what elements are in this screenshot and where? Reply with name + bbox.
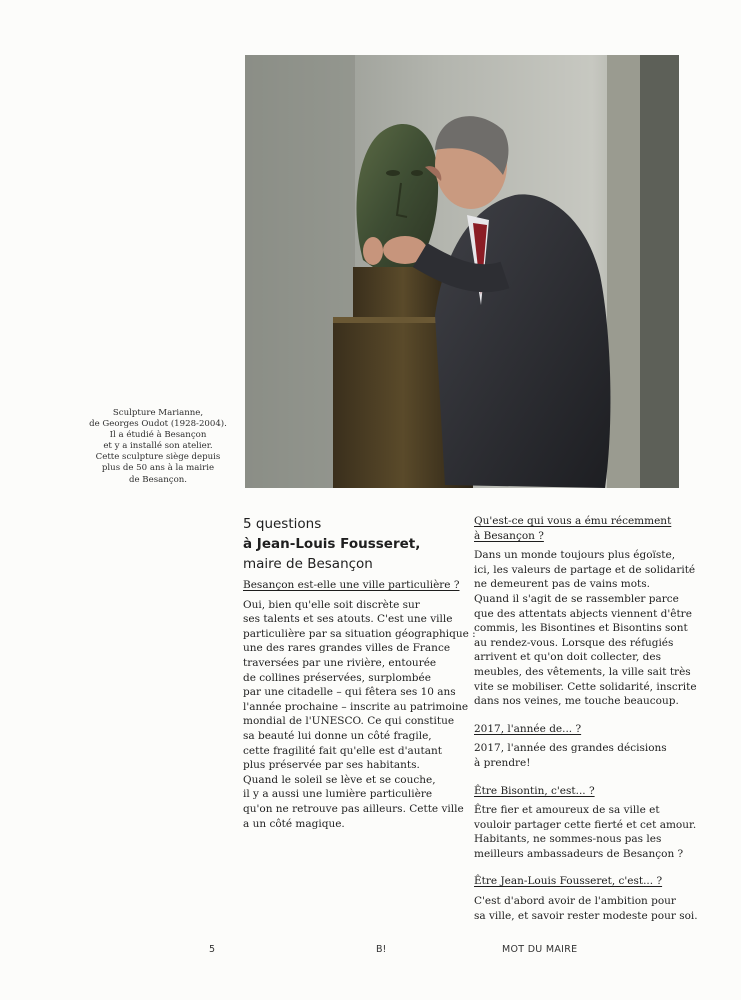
mayor-sculpture-photo <box>245 55 679 488</box>
caption-line: de Besançon. <box>128 474 188 485</box>
answer-line: une des rares grandes villes de France <box>243 642 451 655</box>
answer-line: C'est d'abord avoir de l'ambition pour <box>474 895 676 908</box>
title-line-3: maire de Besançon <box>243 556 373 572</box>
answer-line: a un côté magique. <box>243 817 345 830</box>
question-1: Besançon est-elle une ville particulière ? <box>243 579 460 591</box>
title-line-1: 5 questions <box>243 516 322 532</box>
answer-line: Dans un monde toujours plus égoïste, <box>474 549 676 562</box>
answer-line: traversées par une rivière, entourée <box>243 656 437 669</box>
answer-line: Oui, bien qu'elle soit discrète sur <box>243 598 420 611</box>
answer-line: particulière par sa situation géographique : <box>243 627 476 640</box>
answer-line: il y a aussi une lumière particulière <box>243 788 433 801</box>
caption-line: plus de 50 ans à la mairie <box>101 463 215 474</box>
answer-line: qu'on ne retrouve pas ailleurs. Cette ville <box>243 802 464 815</box>
caption-line: Cette sculpture siège depuis <box>95 452 221 463</box>
answer-line: meilleurs ambassadeurs de Besançon ? <box>474 847 684 860</box>
answer-line: sa ville, et savoir rester modeste pour soi. <box>474 909 698 922</box>
answer-1 <box>243 598 476 832</box>
answer-line: ne demeurent pas de vains mots. <box>474 578 650 591</box>
answer-line: Être fier et amoureux de sa ville et <box>474 804 660 817</box>
answer-line: à prendre! <box>474 756 531 769</box>
magazine-name: B! <box>376 944 387 955</box>
answer-line: que des attentats abjects viennent d'être <box>474 607 692 620</box>
answer-3 <box>474 741 706 770</box>
answer-line: Quand il s'agit de se rassembler parce <box>474 592 679 605</box>
answer-line: 2017, l'année des grandes décisions <box>474 742 667 755</box>
caption-line: Il a étudié à Besançon <box>109 430 207 441</box>
answer-line: au rendez-vous. Lorsque des réfugiés <box>474 636 674 649</box>
page-number: 5 <box>209 944 216 955</box>
answer-line: commis, les Bisontines et Bisontins sont <box>474 622 688 635</box>
caption-line: et y a installé son atelier. <box>103 441 213 452</box>
answer-line: par une citadelle – qui fêtera ses 10 ans <box>243 686 456 699</box>
question-4: Être Bisontin, c'est... ? <box>474 784 595 797</box>
left-column <box>243 578 476 831</box>
answer-line: ici, les valeurs de partage et de solidarité <box>474 563 696 576</box>
question-3: 2017, l'année de... ? <box>474 722 582 735</box>
answer-line: arrivent et qu'on doit collecter, des <box>474 651 661 664</box>
answer-line: mondial de l'UNESCO. Ce qui constitue <box>243 715 455 728</box>
answer-line: ses talents et ses atouts. C'est une ville <box>243 613 453 626</box>
caption-line: Sculpture Marianne, <box>112 408 204 418</box>
answer-line: cette fragilité fait qu'elle est d'autant <box>243 744 442 757</box>
answer-2 <box>474 548 706 709</box>
answer-line: Habitants, ne sommes-nous pas les <box>474 833 662 846</box>
section-name: MOT DU MAIRE <box>502 944 578 955</box>
right-column <box>474 514 706 923</box>
answer-line: meubles, des vêtements, la ville sait très <box>474 665 691 678</box>
answer-line: vite se mobiliser. Cette solidarité, inscrite <box>474 680 697 693</box>
answer-line: vouloir partager cette fierté et cet amour. <box>474 818 697 831</box>
caption-line: de Georges Oudot (1928-2004). <box>89 419 227 430</box>
answer-line: plus préservée par ses habitants. <box>243 759 420 772</box>
answer-line: dans nos veines, me touche beaucoup. <box>474 695 679 708</box>
photo-image <box>245 55 679 488</box>
question-5: Être Jean-Louis Fousseret, c'est... ? <box>474 875 663 888</box>
title-line-2: à Jean-Louis Fousseret, <box>243 536 421 552</box>
answer-line: de collines préservées, surplombée <box>243 671 431 684</box>
answer-line: Quand le soleil se lève et se couche, <box>243 773 436 786</box>
photo-caption <box>70 408 246 486</box>
answer-4 <box>474 803 706 861</box>
answer-line: l'année prochaine – inscrite au patrimoine <box>243 700 469 713</box>
answer-5 <box>474 894 706 923</box>
article-title <box>243 514 463 574</box>
question-2-line: Qu'est-ce qui vous a ému récemment <box>474 515 672 527</box>
answer-line: sa beauté lui donne un côté fragile, <box>243 729 432 742</box>
question-2-line: à Besançon ? <box>474 529 544 542</box>
